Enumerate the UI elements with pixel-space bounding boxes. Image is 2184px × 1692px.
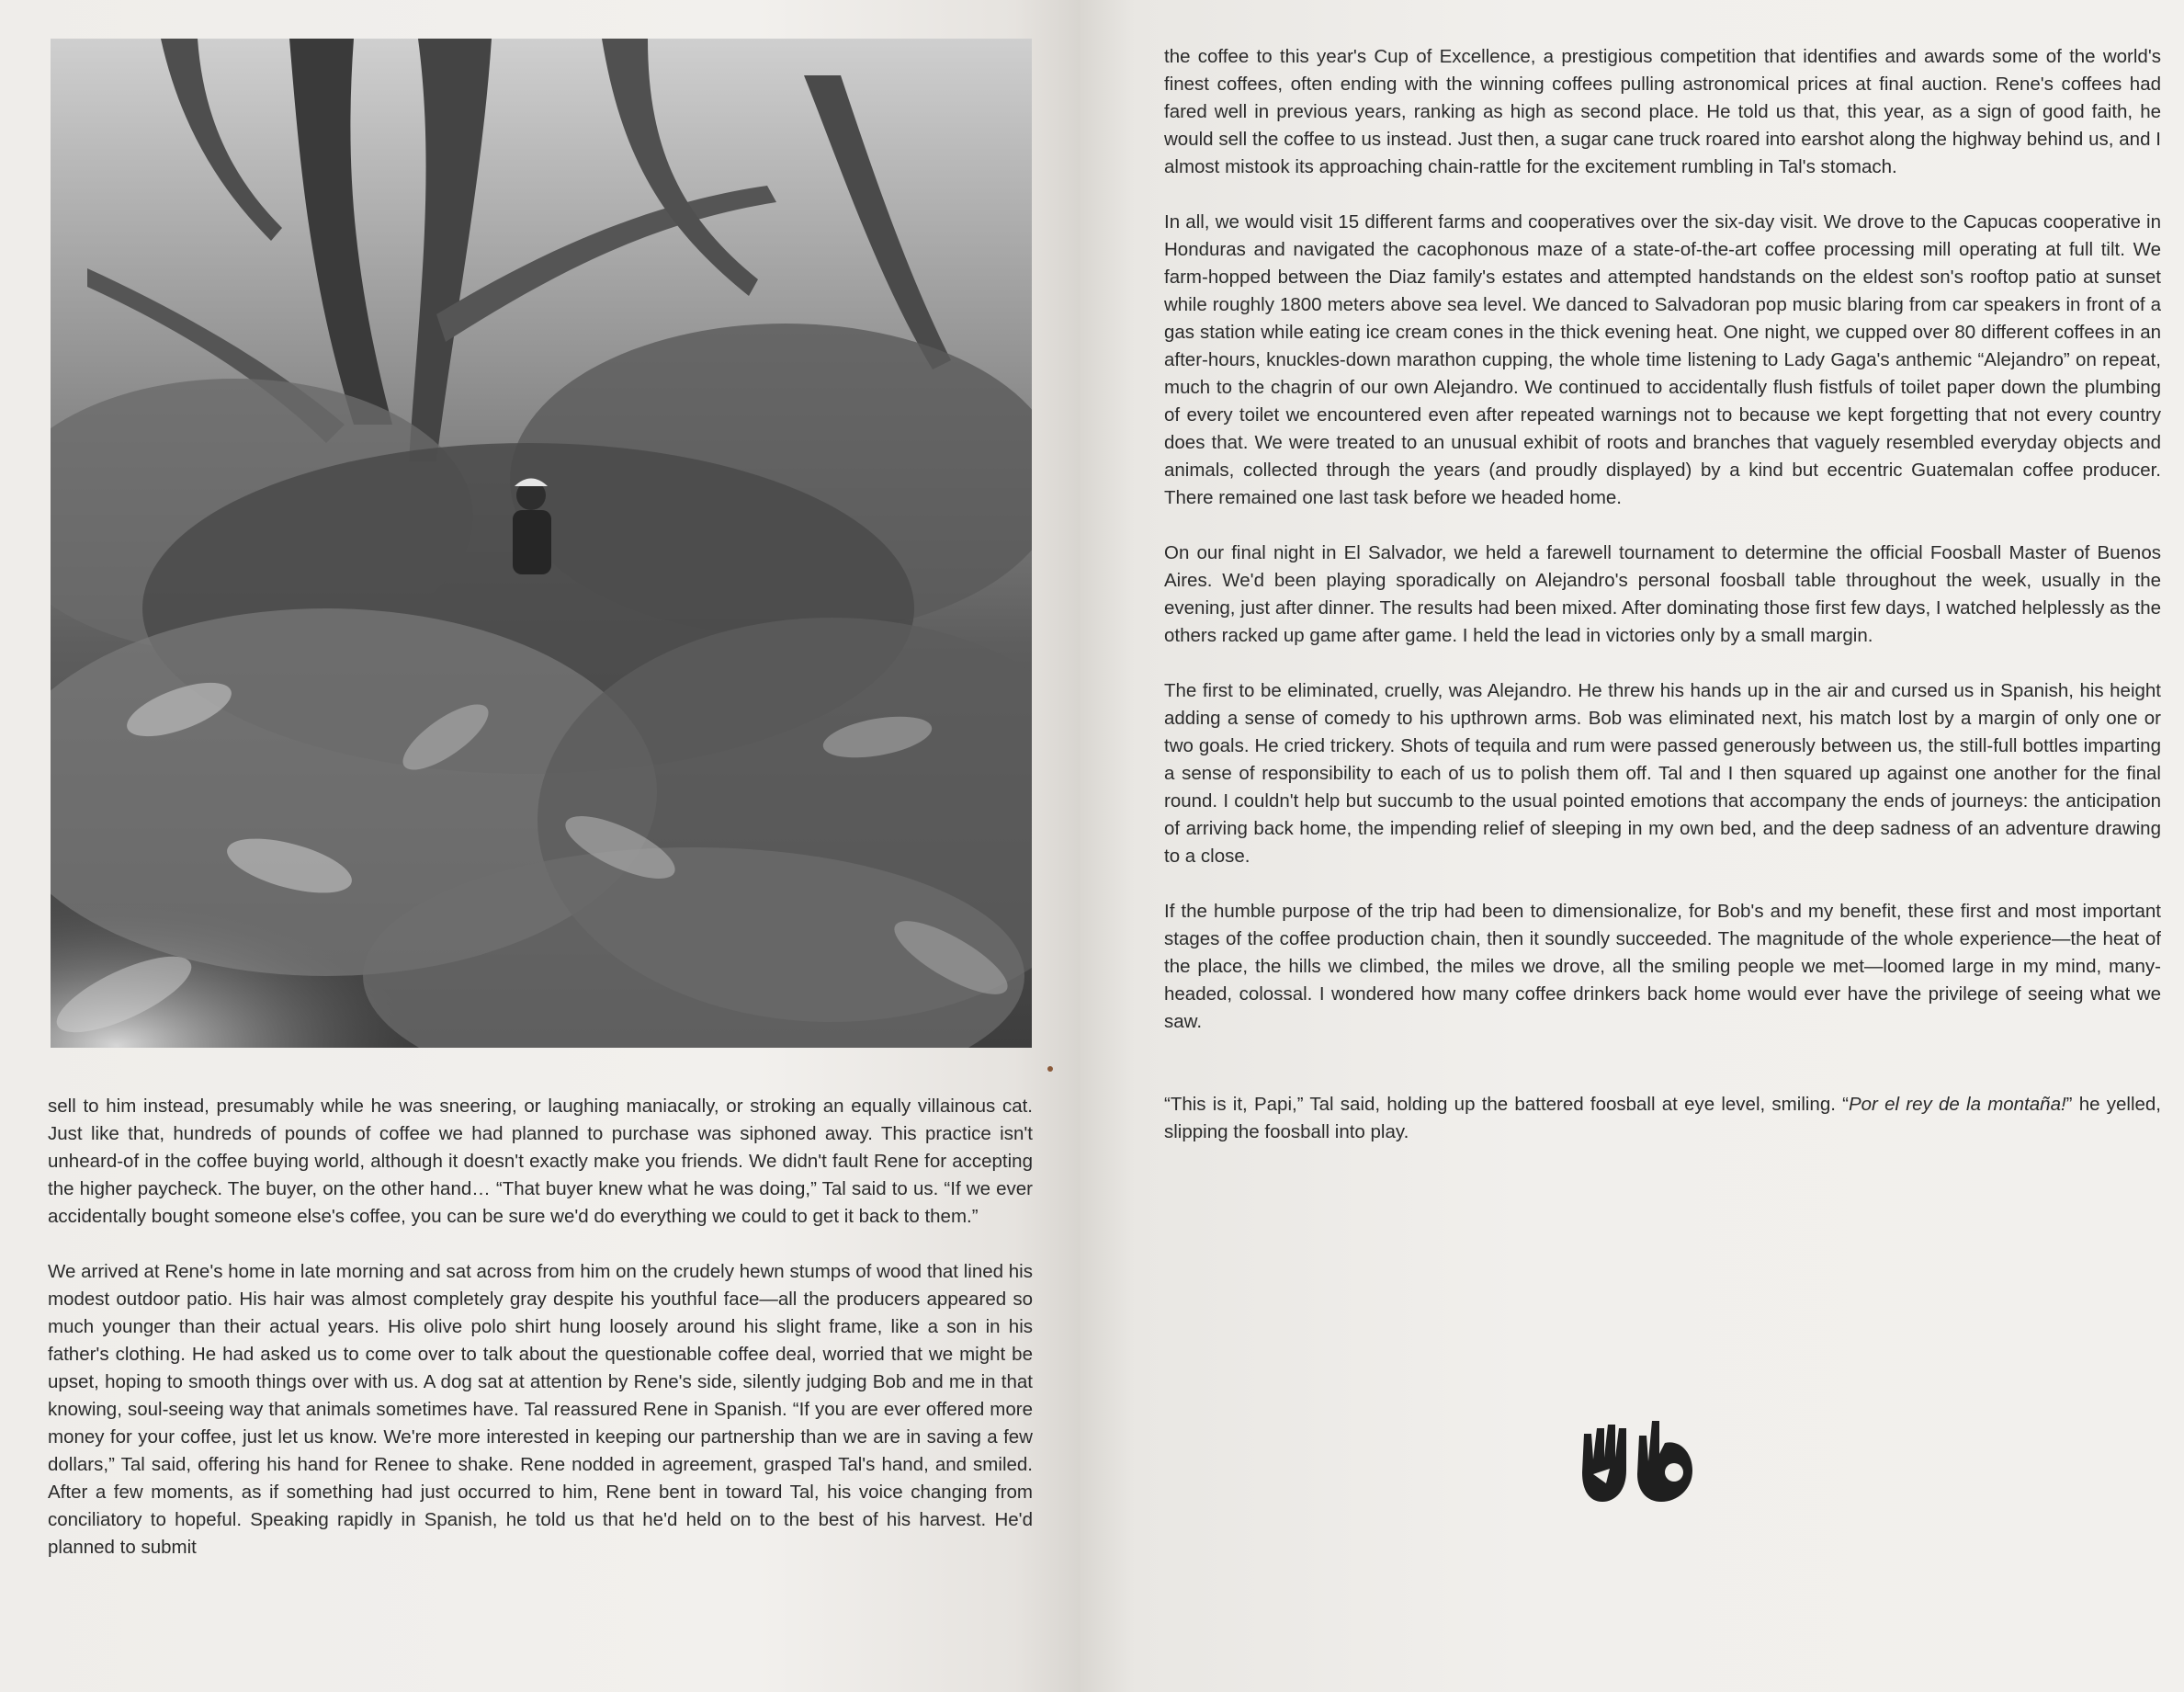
paragraph: In all, we would visit 15 different farms and cooperatives over the six-day visit. We drove to the Capucas cooperative in Honduras and navigated the cacophonous maze of a state-of-the-art coffee processing mill operating at full tilt. We farm-hopped between the Diaz family's estates and attempted handstands on the eldest son's rooftop patio at sunset while roughly 1800 meters above sea level. We danced to Salvadoran pop music blaring from car speakers in front of a gas station while eating ice cream cones in the thick evening heat. One night, we cupped over 80 different coffees in an after-hours, knuckles-down marathon cupping, the whole time listening to Lady Gaga's anthemic “Alejandro” on repeat, much to the chagrin of our own Alejandro. We continued to accidentally flush fistfuls of toilet paper down the plumbing of every toilet we encountered even after repeated warnings not to because we kept forgetting that not every country does that. We were treated to an unusual exhibit of roots and branches that vaguely resembled everyday objects and animals, collected through the years (and proudly displayed) by a kind but eccentric Guatemalan coffee producer. There remained one last task before we headed home. (1164, 211, 2161, 508)
quote-text: ” he yelled, slipping the foosball into play. (1164, 1094, 2162, 1142)
paragraph: sell to him instead, presumably while he was sneering, or laughing maniacally, or stroking an equally villainous cat. Just like that, hundreds of pounds of coffee we had planned to purchase was siphoned away. This practice isn't unheard-of in the coffee buying world, although it doesn't exactly make you friends. We didn't fault Rene for accepting the higher paycheck. The buyer, on the other hand… “That buyer knew what he was doing,” Tal said to us. “If we ever accidentally bought someone else's coffee, you can be sure we'd do everything we could to get it back to them.” (48, 1096, 1033, 1227)
right-text-column (1164, 43, 2161, 1174)
quote-text: “This is it, Papi,” Tal said, holding up the battered foosball at eye level, smiling. “ (1164, 1094, 1849, 1115)
left-text-column (48, 1093, 1033, 1589)
paragraph: On our final night in El Salvador, we held a farewell tournament to determine the official Foosball Master of Buenos Aires. We'd been playing sporadically on Alejandro's personal foosball table throughout the week, usually in the evening, just after dinner. The results had been mixed. After dominating those first few days, I watched helplessly as the others racked up game after game. I held the lead in victories only by a small margin. (1164, 542, 2161, 646)
quote-italic-text: Por el rey de la montaña! (1848, 1094, 2066, 1115)
final-quote-paragraph (1164, 1091, 2161, 1146)
right-page (1080, 0, 2184, 1692)
paragraph: the coffee to this year's Cup of Excellence, a prestigious competition that identifies and awards some of the world's finest coffees, often ending with the winning coffees pulling astronomical prices at final auction. Rene's coffees had fared well in previous years, ranking as high as second place. He told us that, this year, as a sign of good faith, he would sell the coffee to us instead. Just then, a sugar cane truck roared into earshot along the highway behind us, and I almost mistook its approaching chain-rattle for the excitement rumbling in Tal's stomach. (1164, 46, 2161, 177)
paper-speck (1047, 1066, 1053, 1072)
paragraph: The first to be eliminated, cruelly, was Alejandro. He threw his hands up in the air and cursed us in Spanish, his height adding a sense of comedy to his upthrown arms. Bob was eliminated next, his match lost by a margin of only one or two goals. He cried trickery. Shots of tequila and rum were passed generously between us, the still-full bottles imparting a sense of responsibility to each of us to polish them off. Tal and I then squared up against one another for the final round. I couldn't help but succumb to the usual pointed emotions that accompany the ends of journeys: the anticipation of arriving back home, the impending relief of sleeping in my own bed, and the deep sadness of an adventure drawing to a close. (1164, 680, 2161, 867)
left-page (0, 0, 1080, 1692)
hand-gesture-logo-icon (1579, 1415, 1698, 1504)
paragraph: We arrived at Rene's home in late morning and sat across from him on the crudely hewn stumps of wood that lined his modest outdoor patio. His hair was almost completely gray despite his youthful face—all the producers appeared so much younger than their actual years. His olive polo shirt hung loosely around his slight frame, like a son in his father's clothing. He had asked us to come over to talk about the questionable coffee deal, worried that we might be upset, hoping to smooth things over with us. A dog sat at attention by Rene's side, silently judging Bob and me in that knowing, soul-seeing way that animals sometimes have. Tal reassured Rene in Spanish. “If you are ever offered more money for your coffee, just let us know. We're more interested in keeping our partnership than we are in saving a few dollars,” Tal said, offering his hand for Renee to shake. Rene nodded in agreement, grasped Tal's hand, and smiled. After a few moments, as if something had just occurred to him, Rene bent in toward Tal, his voice changing from conciliatory to hopeful. Speaking rapidly in Spanish, he told us that he'd held on to the best of his harvest. He'd planned to submit (48, 1261, 1033, 1558)
paragraph: If the humble purpose of the trip had been to dimensionalize, for Bob's and my benefit, these first and most important stages of the coffee production chain, then it soundly succeeded. The magnitude of the whole experience—the heat of the place, the hills we climbed, the miles we drove, all the smiling people we met—loomed large in my mind, many-headed, colossal. I wondered how many coffee drinkers back home would ever have the privilege of seeing what we saw. (1164, 901, 2161, 1032)
photo-coffee-farm (51, 39, 1032, 1048)
coffee-farm-photo-illustration (51, 39, 1032, 1048)
